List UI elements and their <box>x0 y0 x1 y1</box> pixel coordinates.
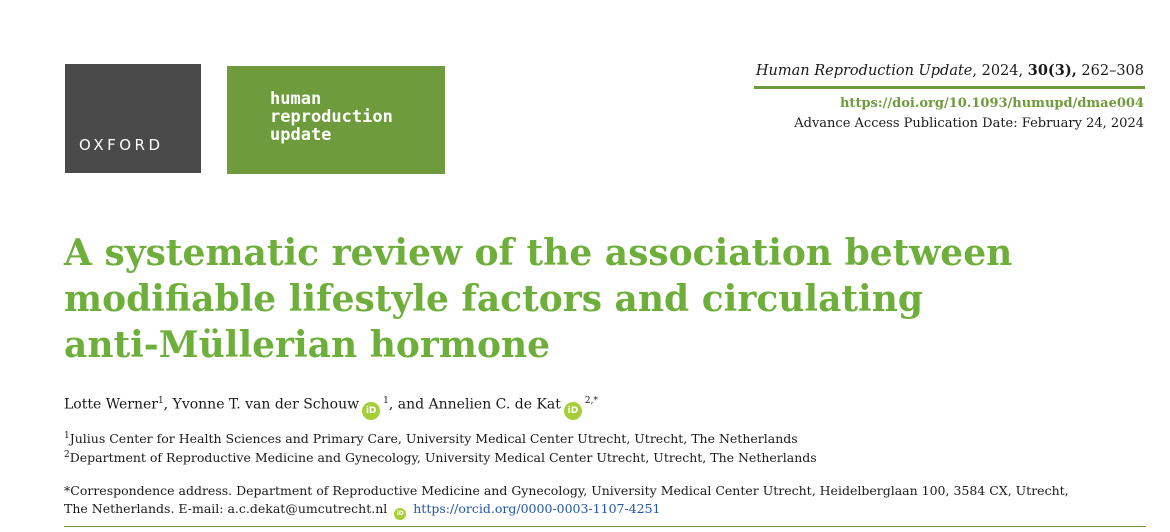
journal-logo-line-3: update <box>270 125 332 145</box>
author-1-affil: 1 <box>157 396 164 406</box>
orcid-icon[interactable]: iD <box>362 402 380 420</box>
affiliation-2-text: Department of Reproductive Medicine and Gynecology, University Medical Center Utrecht, Utrecht, The Netherlands <box>69 450 817 466</box>
citation-year: , 2024, <box>972 63 1028 79</box>
author-3-affil: 2,* <box>584 396 599 406</box>
header-rule <box>754 86 1145 89</box>
journal-logo-line-2: reproduction <box>270 107 393 127</box>
author-1-name: Lotte Werner <box>64 396 158 413</box>
publication-date: Advance Access Publication Date: February 24, 2024 <box>794 116 1144 131</box>
author-2-name: Yvonne T. van der Schouw <box>172 396 360 413</box>
orcid-icon[interactable]: iD <box>394 508 406 520</box>
affiliation-1-num: 1 <box>64 431 70 441</box>
title-line-3: anti-Müllerian hormone <box>64 324 551 366</box>
orcid-icon[interactable]: iD <box>564 402 582 420</box>
oxford-logo <box>65 64 201 173</box>
bottom-rule <box>64 526 1146 527</box>
author-separator: , and <box>388 396 429 413</box>
author-separator: , <box>163 396 173 413</box>
title-line-2: modifiable lifestyle factors and circulating <box>64 278 924 320</box>
oxford-logo-text: OXFORD <box>79 136 164 154</box>
correspondence-email: The Netherlands. E-mail: a.c.dekat@umcutrecht.nl <box>64 501 388 516</box>
affiliation-1 <box>64 431 798 446</box>
doi-link[interactable]: https://doi.org/10.1093/humupd/dmae004 <box>839 96 1144 111</box>
citation-pages: 262–308 <box>1076 63 1144 79</box>
correspondence-line-2 <box>64 501 661 520</box>
title-line-1: A systematic review of the association between <box>64 232 1013 274</box>
affiliation-2 <box>64 450 817 465</box>
author-2-affil: 1 <box>383 396 389 406</box>
article-title <box>64 230 1124 368</box>
journal-name: Human Reproduction Update <box>755 63 973 79</box>
citation-volume: 30(3), <box>1027 62 1077 79</box>
affiliation-2-num: 2 <box>64 450 70 460</box>
author-3-name: Annelien C. de Kat <box>428 396 561 413</box>
journal-logo <box>227 66 445 174</box>
journal-logo-line-1: human <box>270 89 322 109</box>
correspondence-line-1: *Correspondence address. Department of Reproductive Medicine and Gynecology, University Medical Center Utrecht, Heidelberglaan 100, 3584 CX, Utrecht, <box>64 483 1069 498</box>
journal-citation <box>756 62 1144 79</box>
orcid-link[interactable]: https://orcid.org/0000-0003-1107-4251 <box>413 501 661 516</box>
affiliation-1-text: Julius Center for Health Sciences and Primary Care, University Medical Center Utrecht, Utrecht, The Netherlands <box>69 431 798 447</box>
author-list <box>64 396 598 420</box>
